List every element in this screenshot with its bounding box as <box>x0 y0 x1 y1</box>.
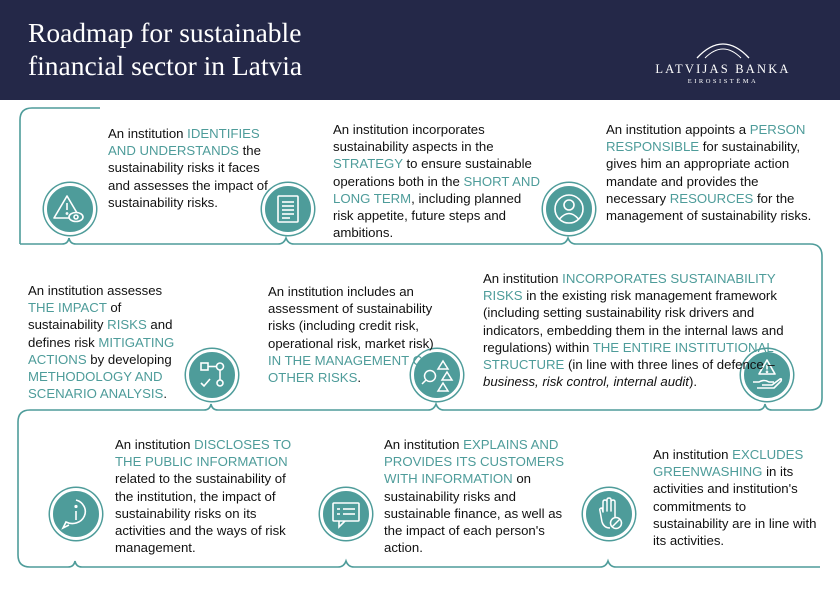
step-8-icon-circle <box>320 488 372 540</box>
text-segment: for the management of sustainability risks. <box>606 190 812 224</box>
step-7-text <box>115 436 305 556</box>
highlighted-text: METHODOLOGY AND SCENARIO ANALYSIS <box>28 369 164 402</box>
text-segment: An institution includes an assessment of sustainability risks (including credit risk, operational risk, market risk) <box>268 284 434 351</box>
highlighted-text: IN THE MANAGEMENT OF OTHER RISKS <box>268 352 431 386</box>
text-segment: the sustainability risks it faces and assesses the impact of sustainability risks. <box>108 143 268 210</box>
text-segment: for sustainability, gives him an appropriate action mandate and provides the necessary <box>606 139 800 206</box>
step-4-icon-circle <box>186 349 238 401</box>
text-segment: (in line with three lines of defence – <box>564 357 775 373</box>
highlighted-text: IDENTIFIES AND UNDERSTANDS <box>108 126 260 159</box>
highlighted-text: STRATEGY <box>333 156 403 172</box>
highlighted-text: SHORT AND LONG TERM <box>333 173 540 206</box>
info-bubble-icon <box>53 491 99 537</box>
text-segment: in the existing risk management framework (including setting sustainability risk drivers and indicators, embedding them in the internal laws and regulations) within <box>483 288 784 355</box>
step-1-text <box>108 125 270 211</box>
title-line-1: Roadmap for sustainable <box>28 17 302 48</box>
highlighted-text: EXCLUDES GREENWASHING <box>653 447 804 480</box>
text-segment: An institution <box>384 437 464 452</box>
logo-name: LATVIJAS BANKA <box>655 62 791 76</box>
italic-text: business, risk control, internal audit <box>483 374 689 390</box>
text-segment: . <box>163 386 168 402</box>
step-9-text <box>653 446 823 549</box>
highlighted-text: PERSON RESPONSIBLE <box>606 122 806 155</box>
text-segment: , including planned risk appetite, future steps and ambitions. <box>333 190 522 241</box>
step-3-text <box>606 121 820 224</box>
warning-eye-icon <box>47 186 93 232</box>
text-segment: An institution <box>653 447 733 462</box>
text-segment: on sustainability risks and sustainable finance, as well as the impact of each person's action. <box>384 471 563 556</box>
step-6-text <box>483 270 813 390</box>
person-icon <box>546 186 592 232</box>
text-segment: in its activities and institution's commitments to sustainability are in line with its activities. <box>653 464 817 549</box>
text-segment: An institution incorporates sustainability aspects in the <box>333 122 494 155</box>
text-segment: related to the sustainability of the institution, the impact of sustainability risks on its activities and the ways of risk management. <box>115 471 286 556</box>
text-segment: ). <box>688 374 698 390</box>
step-8-text <box>384 436 572 556</box>
highlighted-text: DISCLOSES TO THE PUBLIC INFORMATION <box>115 437 292 470</box>
step-5-text <box>268 283 436 386</box>
text-segment: of sustainability <box>28 300 122 333</box>
text-segment: An institution <box>483 271 563 286</box>
text-segment: An institution <box>108 126 188 141</box>
step-9-icon-circle <box>583 488 635 540</box>
step-2-text <box>333 121 541 241</box>
step-7-icon-circle <box>50 488 102 540</box>
step-3-icon-circle <box>543 183 595 235</box>
step-4-text <box>28 282 183 402</box>
stop-hand-icon <box>586 491 632 537</box>
highlighted-text: EXPLAINS AND PROVIDES ITS CUSTOMERS WITH INFORMATION <box>384 437 565 487</box>
chat-document-icon <box>323 491 369 537</box>
highlighted-text: THE ENTIRE INSTITUTIONAL STRUCTURE <box>483 339 774 373</box>
checklist-flow-icon <box>189 352 235 398</box>
step-1-icon-circle <box>44 183 96 235</box>
highlighted-text: RISKS <box>107 317 147 333</box>
text-segment: to ensure sustainable operations both in the <box>333 156 532 189</box>
document-icon <box>265 186 311 232</box>
text-segment: An institution appoints a <box>606 122 750 137</box>
title-line-2: financial sector in Latvia <box>28 50 303 81</box>
text-segment: by developing <box>86 351 172 367</box>
highlighted-text: RESOURCES <box>669 190 754 206</box>
logo-subtitle: EIROSISTĒMA <box>687 78 759 85</box>
highlighted-text: THE IMPACT <box>28 300 107 316</box>
text-segment: and defines risk <box>28 317 173 350</box>
text-segment: An institution <box>115 437 195 452</box>
text-segment: An institution assesses <box>28 283 163 298</box>
highlighted-text: INCORPORATES SUSTAINABILITY RISKS <box>483 271 776 304</box>
highlighted-text: MITIGATING ACTIONS <box>28 334 175 367</box>
text-segment: . <box>357 370 362 386</box>
